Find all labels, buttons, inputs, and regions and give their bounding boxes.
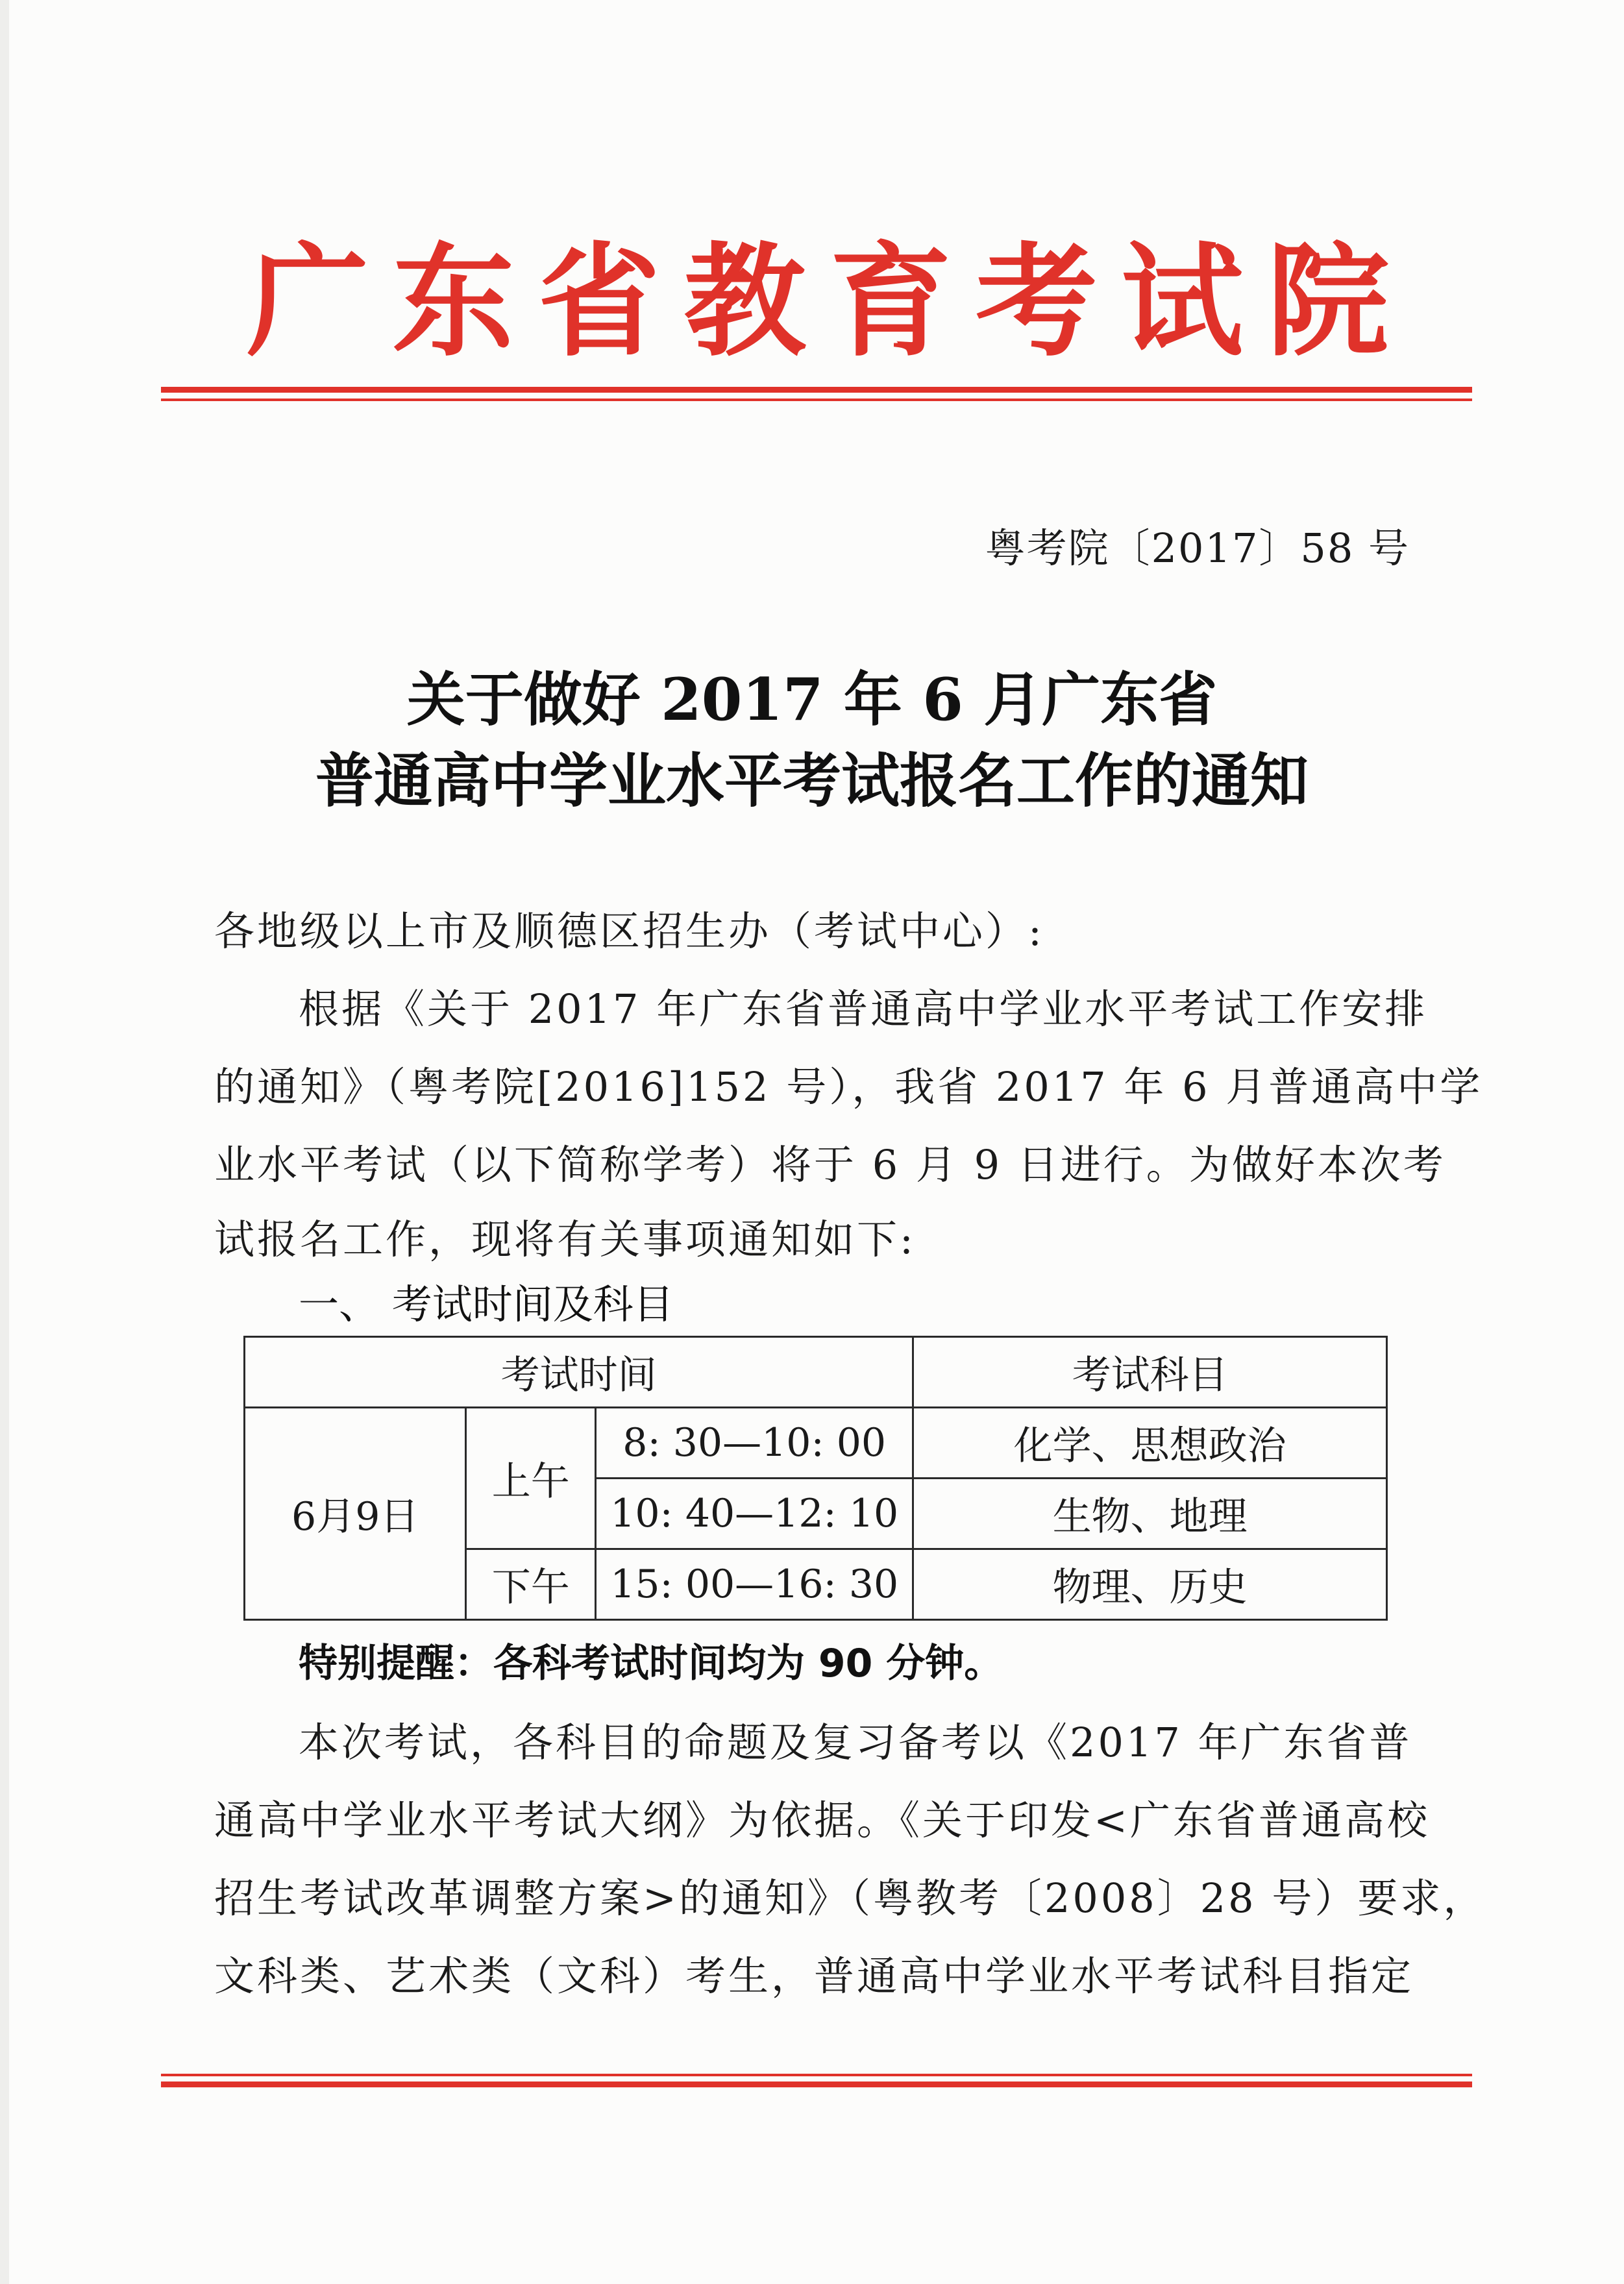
letterhead-char: 考 [975, 230, 1098, 373]
document-title-line1: 关于做好 2017 年 6 月广东省 [406, 665, 1218, 734]
paragraph-line: 的通知》（粤考院[2016]152 号），我省 2017 年 6 月普通高中学 [214, 1063, 1483, 1111]
paragraph-line: 根据《关于 2017 年广东省普通高中学业水平考试工作安排 [299, 985, 1428, 1033]
letterhead-title [247, 227, 1389, 376]
header-exam-subject: 考试科目 [913, 1337, 1387, 1408]
paragraph-line: 试报名工作，现将有关事项通知如下: [214, 1216, 916, 1263]
footer-rule-thin [161, 2074, 1472, 2076]
time-slot: 10: 40—12: 10 [596, 1479, 913, 1549]
scan-edge [0, 0, 9, 2284]
letterhead-rule-thin [161, 399, 1472, 401]
document-title-line2: 普通高中学业水平考试报名工作的通知 [315, 746, 1309, 815]
subjects: 生物、地理 [913, 1479, 1387, 1549]
table-header-row [245, 1337, 1387, 1408]
letterhead-char: 省 [538, 230, 661, 373]
special-reminder: 特别提醒：各科考试时间均为 90 分钟。 [299, 1641, 1003, 1686]
paragraph-line: 业水平考试（以下简称学考）将于 6 月 9 日进行。为做好本次考 [214, 1141, 1446, 1188]
subjects: 化学、思想政治 [913, 1408, 1387, 1479]
document-number: 粤考院〔2017〕58 号 [985, 524, 1410, 572]
section-heading: 一、 考试时间及科目 [299, 1281, 674, 1328]
paragraph-line: 文科类、艺术类（文科）考生，普通高中学业水平考试科目指定 [214, 1952, 1414, 2000]
letterhead-char: 教 [683, 230, 806, 373]
period-afternoon: 下午 [466, 1549, 596, 1620]
letterhead-rule-thick [161, 387, 1472, 393]
paragraph-line: 通高中学业水平考试大纲》为依据。《关于印发<广东省普通高校 [214, 1797, 1430, 1844]
letterhead-char: 广 [247, 230, 369, 373]
letterhead-char: 东 [392, 230, 515, 373]
time-slot: 8: 30—10: 00 [596, 1408, 913, 1479]
letterhead-char: 试 [1121, 230, 1244, 373]
table-row [245, 1408, 1387, 1479]
subjects: 物理、历史 [913, 1549, 1387, 1620]
letterhead-char: 育 [830, 230, 952, 373]
letterhead-char: 院 [1266, 230, 1389, 373]
exam-schedule-table [243, 1336, 1388, 1621]
exam-date: 6月9日 [245, 1408, 466, 1620]
paragraph-line: 本次考试，各科目的命题及复习备考以《2017 年广东省普 [299, 1719, 1412, 1766]
paragraph-line: 招生考试改革调整方案>的通知》（粤教考〔2008〕28 号）要求， [214, 1874, 1486, 1922]
time-slot: 15: 00—16: 30 [596, 1549, 913, 1620]
header-exam-time: 考试时间 [245, 1337, 913, 1408]
salutation: 各地级以上市及顺德区招生办（考试中心）: [214, 907, 1044, 955]
footer-rule-thick [161, 2081, 1472, 2087]
period-morning: 上午 [466, 1408, 596, 1549]
